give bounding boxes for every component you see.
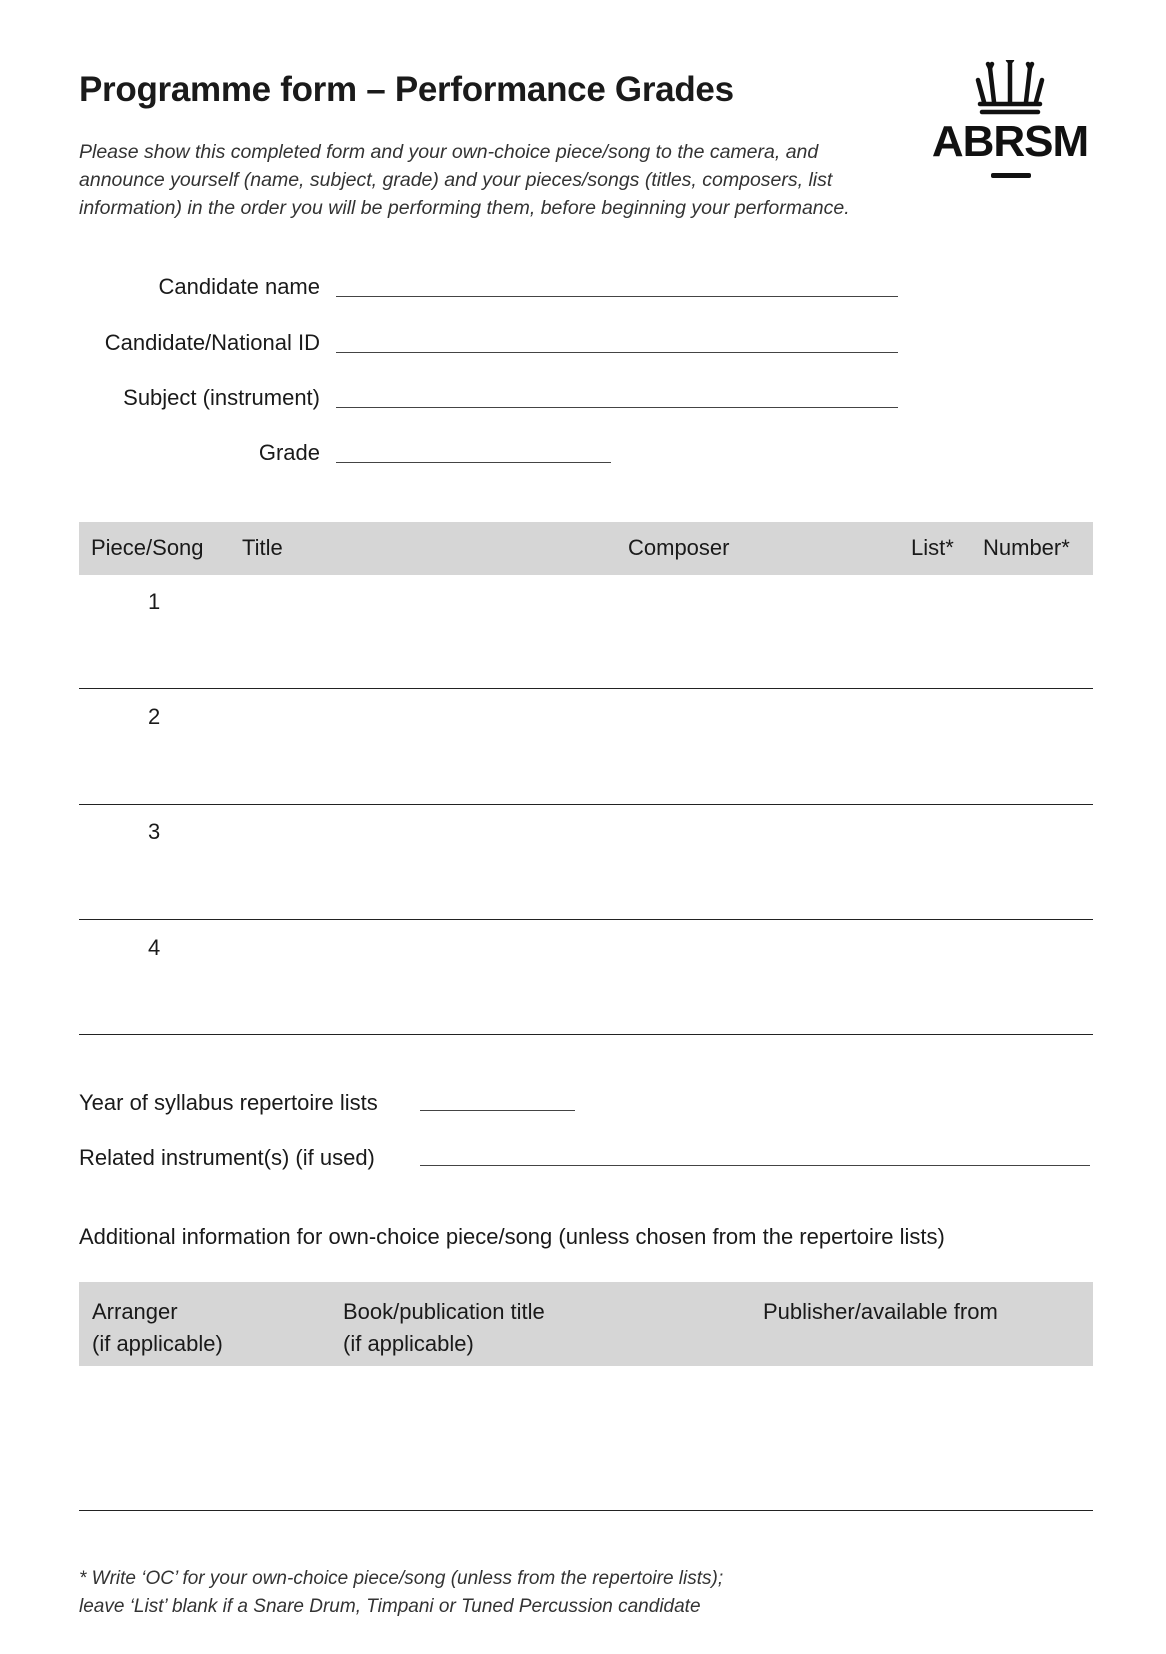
footnote: [79, 1565, 723, 1621]
additional-info-main: Additional information for own-choice piece/song: [79, 1224, 553, 1249]
grade-field[interactable]: [336, 462, 611, 463]
footnote-line-1: * Write ‘OC’ for your own-choice piece/song (unless from the repertoire lists);: [79, 1568, 724, 1589]
logo-text: ABRSM: [931, 117, 1089, 166]
page-title: Programme form – Performance Grades: [79, 70, 734, 109]
additional-info-heading: [79, 1224, 945, 1250]
row-number-4: 4: [148, 935, 161, 960]
syllabus-year-field[interactable]: [420, 1110, 575, 1111]
row-divider: [79, 804, 1093, 805]
pieces-table-header: [79, 522, 1093, 575]
intro-text: Please show this completed form and your own-choice piece/song to the camera, and announce yourself (name, subject, grade) and your pieces/songs (titles, composers, list information) in the order you will be performing them, before beginning your performance.: [79, 141, 850, 219]
row-number-3: 3: [148, 819, 161, 844]
row-divider: [79, 688, 1093, 689]
col-book: [343, 1296, 545, 1360]
subject-field[interactable]: [336, 407, 898, 408]
publisher-label: Publisher/available from: [763, 1299, 998, 1324]
additional-table-header: [79, 1282, 1093, 1366]
row-number-2: 2: [148, 704, 161, 729]
col-publisher: [763, 1296, 998, 1328]
row-number-1: 1: [148, 589, 161, 614]
candidate-name-label: Candidate name: [158, 274, 320, 299]
arranger-sub: (if applicable): [92, 1331, 223, 1356]
row-divider: [79, 1034, 1093, 1035]
related-instrument-label: Related instrument(s) (if used): [79, 1145, 375, 1170]
col-piece-song: Piece/Song: [91, 535, 204, 560]
crown-icon: [928, 60, 1092, 120]
abrsm-logo: [928, 60, 1092, 185]
col-title: Title: [242, 535, 283, 560]
related-instrument-field[interactable]: [420, 1165, 1090, 1166]
candidate-id-field[interactable]: [336, 352, 898, 353]
book-label: Book/publication title: [343, 1299, 545, 1324]
logo-underline: [991, 173, 1031, 178]
row-divider: [79, 919, 1093, 920]
grade-label: Grade: [258, 440, 320, 465]
additional-row-divider: [79, 1510, 1093, 1511]
subject-label: Subject (instrument): [123, 385, 320, 410]
arranger-label: Arranger: [92, 1299, 178, 1324]
col-list: List*: [911, 535, 954, 560]
syllabus-year-label: Year of syllabus repertoire lists: [79, 1090, 378, 1115]
book-sub: (if applicable): [343, 1331, 474, 1356]
footnote-line-2: leave ‘List’ blank if a Snare Drum, Timpani or Tuned Percussion candidate: [79, 1596, 701, 1617]
candidate-name-field[interactable]: [336, 296, 898, 297]
col-number: Number*: [983, 535, 1070, 560]
candidate-id-label: Candidate/National ID: [104, 330, 320, 355]
additional-info-note: (unless chosen from the repertoire lists): [558, 1224, 945, 1249]
col-composer: Composer: [628, 535, 730, 560]
col-arranger: [92, 1296, 223, 1360]
